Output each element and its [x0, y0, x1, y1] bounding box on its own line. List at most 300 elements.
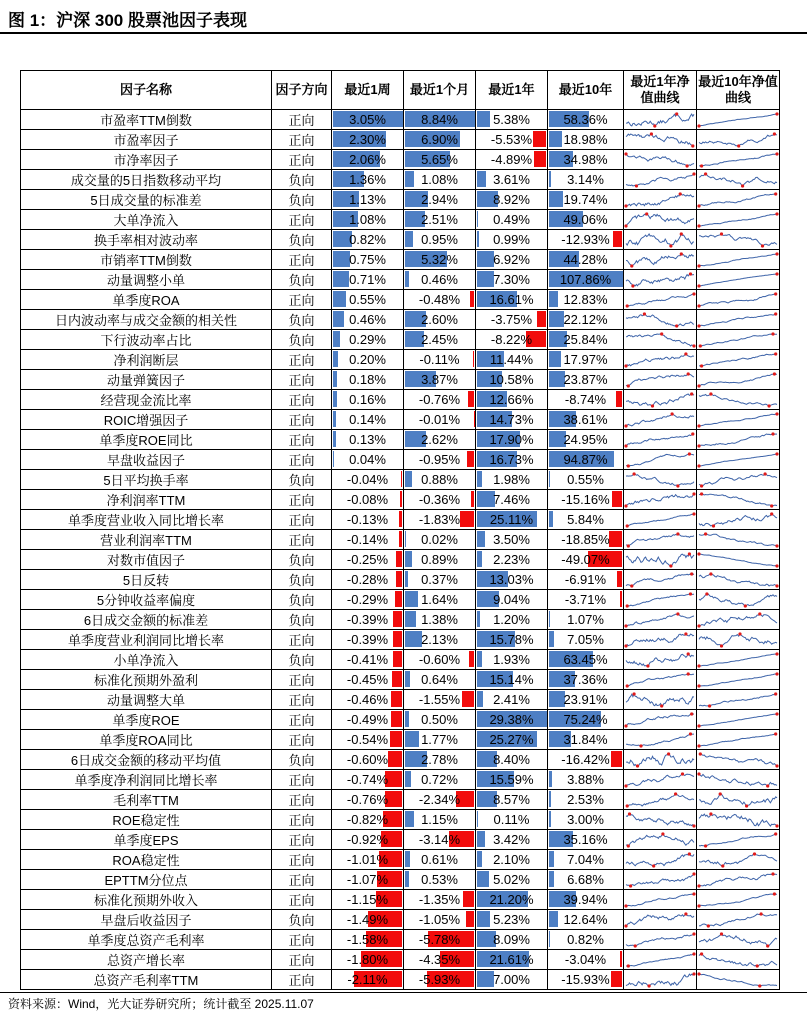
- year-return-cell: [476, 170, 548, 190]
- year-return-cell: [476, 310, 548, 330]
- decade-return-cell: [548, 230, 624, 250]
- table-row: [21, 490, 780, 510]
- week-return-label: -0.28%: [346, 571, 389, 587]
- decade-return-bar: [620, 591, 623, 607]
- year-curve-max-marker: [645, 212, 648, 215]
- decade-return-label: 2.53%: [567, 791, 604, 807]
- week-return-cell: [332, 930, 404, 950]
- decade-curve-cell: [697, 410, 780, 430]
- decade-return-label: 37.36%: [563, 671, 608, 687]
- decade-curve-max-marker: [771, 432, 774, 435]
- year-curve-min-marker: [624, 624, 627, 627]
- source-note: 资料来源：Wind，光大证券研究所；统计截至 2025.11.07: [8, 997, 314, 1011]
- year-curve-max-marker: [681, 772, 684, 775]
- year-curve-max-marker: [690, 572, 693, 575]
- table-row: [21, 290, 780, 310]
- decade-curve-max-marker: [773, 892, 776, 895]
- year-curve-line: [626, 594, 694, 606]
- direction-cell: 负向: [272, 270, 332, 290]
- year-curve-min-marker: [624, 364, 627, 367]
- decade-curve-cell: [697, 390, 780, 410]
- decade-curve-cell: [697, 150, 780, 170]
- decade-return-label: 6.68%: [567, 871, 604, 887]
- year-curve-svg: [624, 511, 696, 529]
- decade-curve-cell: [697, 770, 780, 790]
- year-curve-cell: [624, 190, 697, 210]
- decade-curve-line: [699, 634, 777, 646]
- week-return-label: 0.14%: [349, 411, 386, 427]
- decade-curve-max-marker: [775, 652, 778, 655]
- decade-curve-max-marker: [709, 572, 712, 575]
- decade-curve-cell: [697, 690, 780, 710]
- year-curve-min-marker: [626, 684, 629, 687]
- decade-return-label: 19.74%: [563, 191, 608, 207]
- year-curve-max-marker: [633, 472, 636, 475]
- month-return-cell: [404, 550, 476, 570]
- year-curve-max-marker: [680, 232, 683, 235]
- decade-curve-min-marker: [707, 924, 710, 927]
- year-curve-max-marker: [628, 812, 631, 815]
- year-curve-max-marker: [690, 712, 693, 715]
- decade-return-cell: [548, 750, 624, 770]
- year-curve-svg: [624, 651, 696, 669]
- year-curve-cell: [624, 810, 697, 830]
- table-row: [21, 370, 780, 390]
- month-return-cell: [404, 830, 476, 850]
- year-return-label: 25.27%: [489, 731, 534, 747]
- year-curve-line: [626, 394, 694, 406]
- year-return-cell: [476, 390, 548, 410]
- year-return-label: 21.61%: [489, 951, 534, 967]
- header-week: 最近1周: [332, 71, 404, 110]
- decade-return-cell: [548, 110, 624, 130]
- month-return-bar: [405, 851, 410, 867]
- month-return-cell: [404, 230, 476, 250]
- factor-name-cell: 5日平均换手率: [21, 470, 272, 490]
- factor-table: [20, 70, 780, 990]
- year-curve-cell: [624, 770, 697, 790]
- factor-name-cell: 日内波动率与成交金额的相关性: [21, 310, 272, 330]
- year-curve-cell: [624, 790, 697, 810]
- decade-curve-cell: [697, 870, 780, 890]
- decade-return-bar: [620, 951, 622, 967]
- year-curve-cell: [624, 310, 697, 330]
- table-row: [21, 510, 780, 530]
- decade-curve-svg: [697, 851, 779, 869]
- year-curve-svg: [624, 371, 696, 389]
- year-return-bar: [477, 271, 494, 287]
- decade-return-label: 0.82%: [567, 931, 604, 947]
- month-return-cell: [404, 410, 476, 430]
- year-return-cell: [476, 750, 548, 770]
- year-curve-svg: [624, 631, 696, 649]
- year-return-cell: [476, 410, 548, 430]
- month-return-label: 2.60%: [421, 311, 458, 327]
- year-return-label: 0.99%: [493, 231, 530, 247]
- factor-name-cell: 6日成交金额的标准差: [21, 610, 272, 630]
- week-return-cell: [332, 870, 404, 890]
- week-return-cell: [332, 590, 404, 610]
- year-curve-line: [626, 714, 694, 726]
- decade-return-label: -15.16%: [561, 491, 610, 507]
- month-return-cell: [404, 390, 476, 410]
- decade-curve-max-marker: [775, 672, 778, 675]
- week-return-bar: [333, 451, 334, 467]
- decade-return-label: 35.16%: [563, 831, 608, 847]
- year-curve-svg: [624, 751, 696, 769]
- direction-cell: 负向: [272, 330, 332, 350]
- year-curve-max-marker: [684, 912, 687, 915]
- decade-curve-cell: [697, 250, 780, 270]
- week-return-label: -0.54%: [346, 731, 389, 747]
- decade-curve-min-marker: [761, 244, 764, 247]
- decade-return-label: 5.84%: [567, 511, 604, 527]
- week-return-label: -0.04%: [346, 471, 389, 487]
- year-return-cell: [476, 230, 548, 250]
- decade-curve-svg: [697, 791, 779, 809]
- year-return-bar: [477, 231, 479, 247]
- month-return-label: 3.87%: [421, 371, 458, 387]
- decade-curve-svg: [697, 511, 779, 529]
- week-return-label: -0.39%: [346, 631, 389, 647]
- month-return-cell: [404, 910, 476, 930]
- year-curve-min-marker: [627, 844, 630, 847]
- decade-curve-min-marker: [697, 444, 700, 447]
- year-return-label: 29.38%: [489, 711, 534, 727]
- table-row: [21, 570, 780, 590]
- table-row: [21, 910, 780, 930]
- direction-cell: 正向: [272, 890, 332, 910]
- week-return-label: -1.80%: [346, 951, 389, 967]
- year-curve-svg: [624, 251, 696, 269]
- decade-return-label: 17.97%: [563, 351, 608, 367]
- year-return-cell: [476, 610, 548, 630]
- year-return-label: 15.14%: [489, 671, 534, 687]
- table-row: [21, 270, 780, 290]
- month-return-cell: [404, 610, 476, 630]
- month-return-cell: [404, 850, 476, 870]
- year-return-label: 21.20%: [489, 891, 534, 907]
- year-return-label: 10.58%: [489, 371, 534, 387]
- decade-return-label: 12.83%: [563, 291, 608, 307]
- week-return-cell: [332, 630, 404, 650]
- year-curve-max-marker: [689, 272, 692, 275]
- year-curve-min-marker: [691, 144, 694, 147]
- month-return-cell: [404, 490, 476, 510]
- year-return-cell: [476, 810, 548, 830]
- decade-curve-cell: [697, 350, 780, 370]
- header-decade-curve: 最近10年净值曲线: [697, 71, 780, 110]
- decade-return-label: 25.84%: [563, 331, 608, 347]
- year-curve-line: [626, 794, 694, 806]
- decade-curve-max-marker: [760, 912, 763, 915]
- factor-name-cell: 5日成交量的标准差: [21, 190, 272, 210]
- year-curve-cell: [624, 150, 697, 170]
- year-return-label: 0.49%: [493, 211, 530, 227]
- year-return-cell: [476, 970, 548, 990]
- decade-curve-cell: [697, 330, 780, 350]
- month-return-bar: [460, 511, 475, 527]
- year-curve-line: [626, 874, 694, 886]
- year-return-label: 3.42%: [493, 831, 530, 847]
- year-curve-cell: [624, 650, 697, 670]
- decade-curve-max-marker: [770, 512, 773, 515]
- month-return-label: 0.50%: [421, 711, 458, 727]
- year-curve-cell: [624, 610, 697, 630]
- decade-curve-line: [699, 114, 777, 126]
- month-return-bar: [405, 171, 414, 187]
- month-return-cell: [404, 810, 476, 830]
- decade-return-cell: [548, 910, 624, 930]
- decade-curve-cell: [697, 950, 780, 970]
- factor-name-cell: ROE稳定性: [21, 810, 272, 830]
- table-row: [21, 390, 780, 410]
- decade-return-label: 49.06%: [563, 211, 608, 227]
- year-curve-cell: [624, 250, 697, 270]
- year-curve-max-marker: [680, 252, 683, 255]
- decade-curve-svg: [697, 251, 779, 269]
- year-curve-max-marker: [676, 532, 679, 535]
- table-row: [21, 310, 780, 330]
- month-return-label: 2.13%: [421, 631, 458, 647]
- decade-curve-cell: [697, 970, 780, 990]
- year-curve-svg: [624, 711, 696, 729]
- month-return-cell: [404, 330, 476, 350]
- decade-curve-cell: [697, 650, 780, 670]
- decade-curve-min-marker: [775, 584, 778, 587]
- year-return-cell: [476, 650, 548, 670]
- year-return-cell: [476, 930, 548, 950]
- year-curve-svg: [624, 311, 696, 329]
- decade-return-bar: [549, 771, 552, 787]
- decade-return-cell: [548, 430, 624, 450]
- direction-cell: 负向: [272, 170, 332, 190]
- table-row: [21, 130, 780, 150]
- direction-cell: 正向: [272, 430, 332, 450]
- month-return-cell: [404, 650, 476, 670]
- week-return-cell: [332, 770, 404, 790]
- year-curve-cell: [624, 210, 697, 230]
- week-return-label: -1.15%: [346, 891, 389, 907]
- year-return-label: -3.75%: [490, 311, 533, 327]
- decade-return-cell: [548, 690, 624, 710]
- year-curve-cell: [624, 710, 697, 730]
- decade-curve-max-marker: [771, 332, 774, 335]
- decade-curve-max-marker: [773, 132, 776, 135]
- month-return-label: -2.34%: [418, 791, 461, 807]
- year-return-label: 0.11%: [493, 811, 530, 827]
- year-return-cell: [476, 910, 548, 930]
- week-return-cell: [332, 310, 404, 330]
- decade-return-cell: [548, 590, 624, 610]
- month-return-label: -5.93%: [418, 971, 461, 987]
- year-curve-max-marker: [692, 932, 695, 935]
- decade-curve-cell: [697, 470, 780, 490]
- decade-curve-max-marker: [775, 272, 778, 275]
- direction-cell: 正向: [272, 710, 332, 730]
- decade-return-bar: [549, 291, 558, 307]
- year-curve-line: [626, 254, 694, 266]
- month-return-bar: [405, 631, 422, 647]
- year-curve-line: [626, 334, 694, 346]
- decade-return-cell: [548, 730, 624, 750]
- year-return-label: 2.41%: [493, 691, 530, 707]
- week-return-label: -0.25%: [346, 551, 389, 567]
- table-row: [21, 790, 780, 810]
- factor-name-cell: 单季度ROA同比: [21, 730, 272, 750]
- week-return-label: 0.71%: [349, 271, 386, 287]
- year-return-label: 1.98%: [493, 471, 530, 487]
- decade-return-cell: [548, 790, 624, 810]
- decade-return-bar: [611, 751, 622, 767]
- year-curve-max-marker: [676, 612, 679, 615]
- week-return-cell: [332, 530, 404, 550]
- year-curve-svg: [624, 491, 696, 509]
- table-row: [21, 430, 780, 450]
- week-return-label: -0.41%: [346, 651, 389, 667]
- week-return-label: -0.39%: [346, 611, 389, 627]
- year-return-label: 7.00%: [493, 971, 530, 987]
- decade-return-cell: [548, 330, 624, 350]
- year-curve-min-marker: [634, 944, 637, 947]
- decade-return-label: 22.12%: [563, 311, 608, 327]
- decade-curve-cell: [697, 630, 780, 650]
- decade-return-cell: [548, 150, 624, 170]
- factor-name-cell: 5分钟收益率偏度: [21, 590, 272, 610]
- year-curve-line: [626, 354, 694, 366]
- direction-cell: 正向: [272, 250, 332, 270]
- month-return-label: 2.78%: [421, 751, 458, 767]
- week-return-cell: [332, 410, 404, 430]
- month-return-bar: [405, 871, 409, 887]
- decade-curve-line: [699, 854, 777, 866]
- year-curve-cell: [624, 450, 697, 470]
- year-curve-cell: [624, 350, 697, 370]
- week-return-label: 0.20%: [349, 351, 386, 367]
- month-return-label: -0.36%: [418, 491, 461, 507]
- year-curve-line: [626, 814, 694, 826]
- factor-name-cell: 经营现金流比率: [21, 390, 272, 410]
- month-return-cell: [404, 270, 476, 290]
- year-return-cell: [476, 290, 548, 310]
- week-return-bar: [333, 311, 344, 327]
- decade-curve-min-marker: [744, 604, 747, 607]
- week-return-bar: [333, 291, 346, 307]
- year-return-label: 3.61%: [493, 171, 530, 187]
- year-curve-line: [626, 154, 694, 166]
- decade-curve-min-marker: [704, 844, 707, 847]
- decade-curve-max-marker: [775, 452, 778, 455]
- week-return-cell: [332, 350, 404, 370]
- decade-return-cell: [548, 250, 624, 270]
- month-return-cell: [404, 470, 476, 490]
- month-return-label: 5.65%: [421, 151, 458, 167]
- decade-curve-max-marker: [773, 372, 776, 375]
- direction-cell: 正向: [272, 870, 332, 890]
- decade-curve-cell: [697, 230, 780, 250]
- year-curve-svg: [624, 871, 696, 889]
- year-curve-max-marker: [624, 152, 627, 155]
- decade-return-label: 94.87%: [563, 451, 608, 467]
- year-curve-max-marker: [689, 592, 692, 595]
- year-curve-max-marker: [687, 672, 690, 675]
- month-return-bar: [405, 231, 413, 247]
- decade-curve-svg: [697, 411, 779, 429]
- table-row: [21, 850, 780, 870]
- decade-curve-cell: [697, 450, 780, 470]
- decade-return-bar: [549, 871, 554, 887]
- decade-curve-cell: [697, 810, 780, 830]
- factor-name-cell: 5日反转: [21, 570, 272, 590]
- decade-curve-svg: [697, 431, 779, 449]
- year-curve-line: [626, 654, 694, 666]
- year-curve-max-marker: [692, 892, 695, 895]
- year-return-label: -4.89%: [490, 151, 533, 167]
- table-row: [21, 210, 780, 230]
- year-return-cell: [476, 430, 548, 450]
- decade-return-bar: [549, 171, 551, 187]
- table-row: [21, 450, 780, 470]
- decade-curve-min-marker: [697, 304, 700, 307]
- year-return-cell: [476, 850, 548, 870]
- week-return-label: -0.74%: [346, 771, 389, 787]
- decade-curve-min-marker: [712, 524, 715, 527]
- decade-curve-min-marker: [697, 664, 700, 667]
- year-return-label: 9.04%: [493, 591, 530, 607]
- year-return-cell: [476, 210, 548, 230]
- year-curve-min-marker: [631, 284, 634, 287]
- week-return-bar: [333, 331, 340, 347]
- decade-curve-line: [699, 654, 777, 666]
- week-return-cell: [332, 750, 404, 770]
- year-return-bar: [477, 111, 490, 127]
- decade-curve-svg: [697, 871, 779, 889]
- year-curve-min-marker: [624, 644, 627, 647]
- month-return-label: 0.95%: [421, 231, 458, 247]
- year-return-label: 5.38%: [493, 111, 530, 127]
- year-return-label: 1.20%: [493, 611, 530, 627]
- decade-curve-cell: [697, 310, 780, 330]
- decade-curve-line: [699, 774, 777, 786]
- month-return-bar: [405, 671, 410, 687]
- week-return-cell: [332, 710, 404, 730]
- factor-name-cell: 单季度ROA: [21, 290, 272, 310]
- week-return-cell: [332, 190, 404, 210]
- year-curve-min-marker: [676, 484, 679, 487]
- decade-curve-max-marker: [774, 352, 777, 355]
- decade-curve-min-marker: [745, 804, 748, 807]
- year-curve-line: [626, 934, 694, 946]
- decade-curve-max-marker: [720, 232, 723, 235]
- year-curve-min-marker: [686, 164, 689, 167]
- table-row: [21, 710, 780, 730]
- year-curve-max-marker: [692, 972, 695, 975]
- factor-name-cell: EPTTM分位点: [21, 870, 272, 890]
- month-return-cell: [404, 310, 476, 330]
- year-return-label: 15.59%: [489, 771, 534, 787]
- year-curve-min-marker: [630, 264, 633, 267]
- year-curve-min-marker: [624, 204, 627, 207]
- week-return-label: 0.29%: [349, 331, 386, 347]
- month-return-cell: [404, 450, 476, 470]
- year-return-bar: [477, 651, 482, 667]
- month-return-bar: [405, 271, 409, 287]
- year-return-bar: [477, 971, 494, 987]
- decade-curve-svg: [697, 391, 779, 409]
- month-return-cell: [404, 250, 476, 270]
- direction-cell: 负向: [272, 230, 332, 250]
- month-return-bar: [469, 651, 474, 667]
